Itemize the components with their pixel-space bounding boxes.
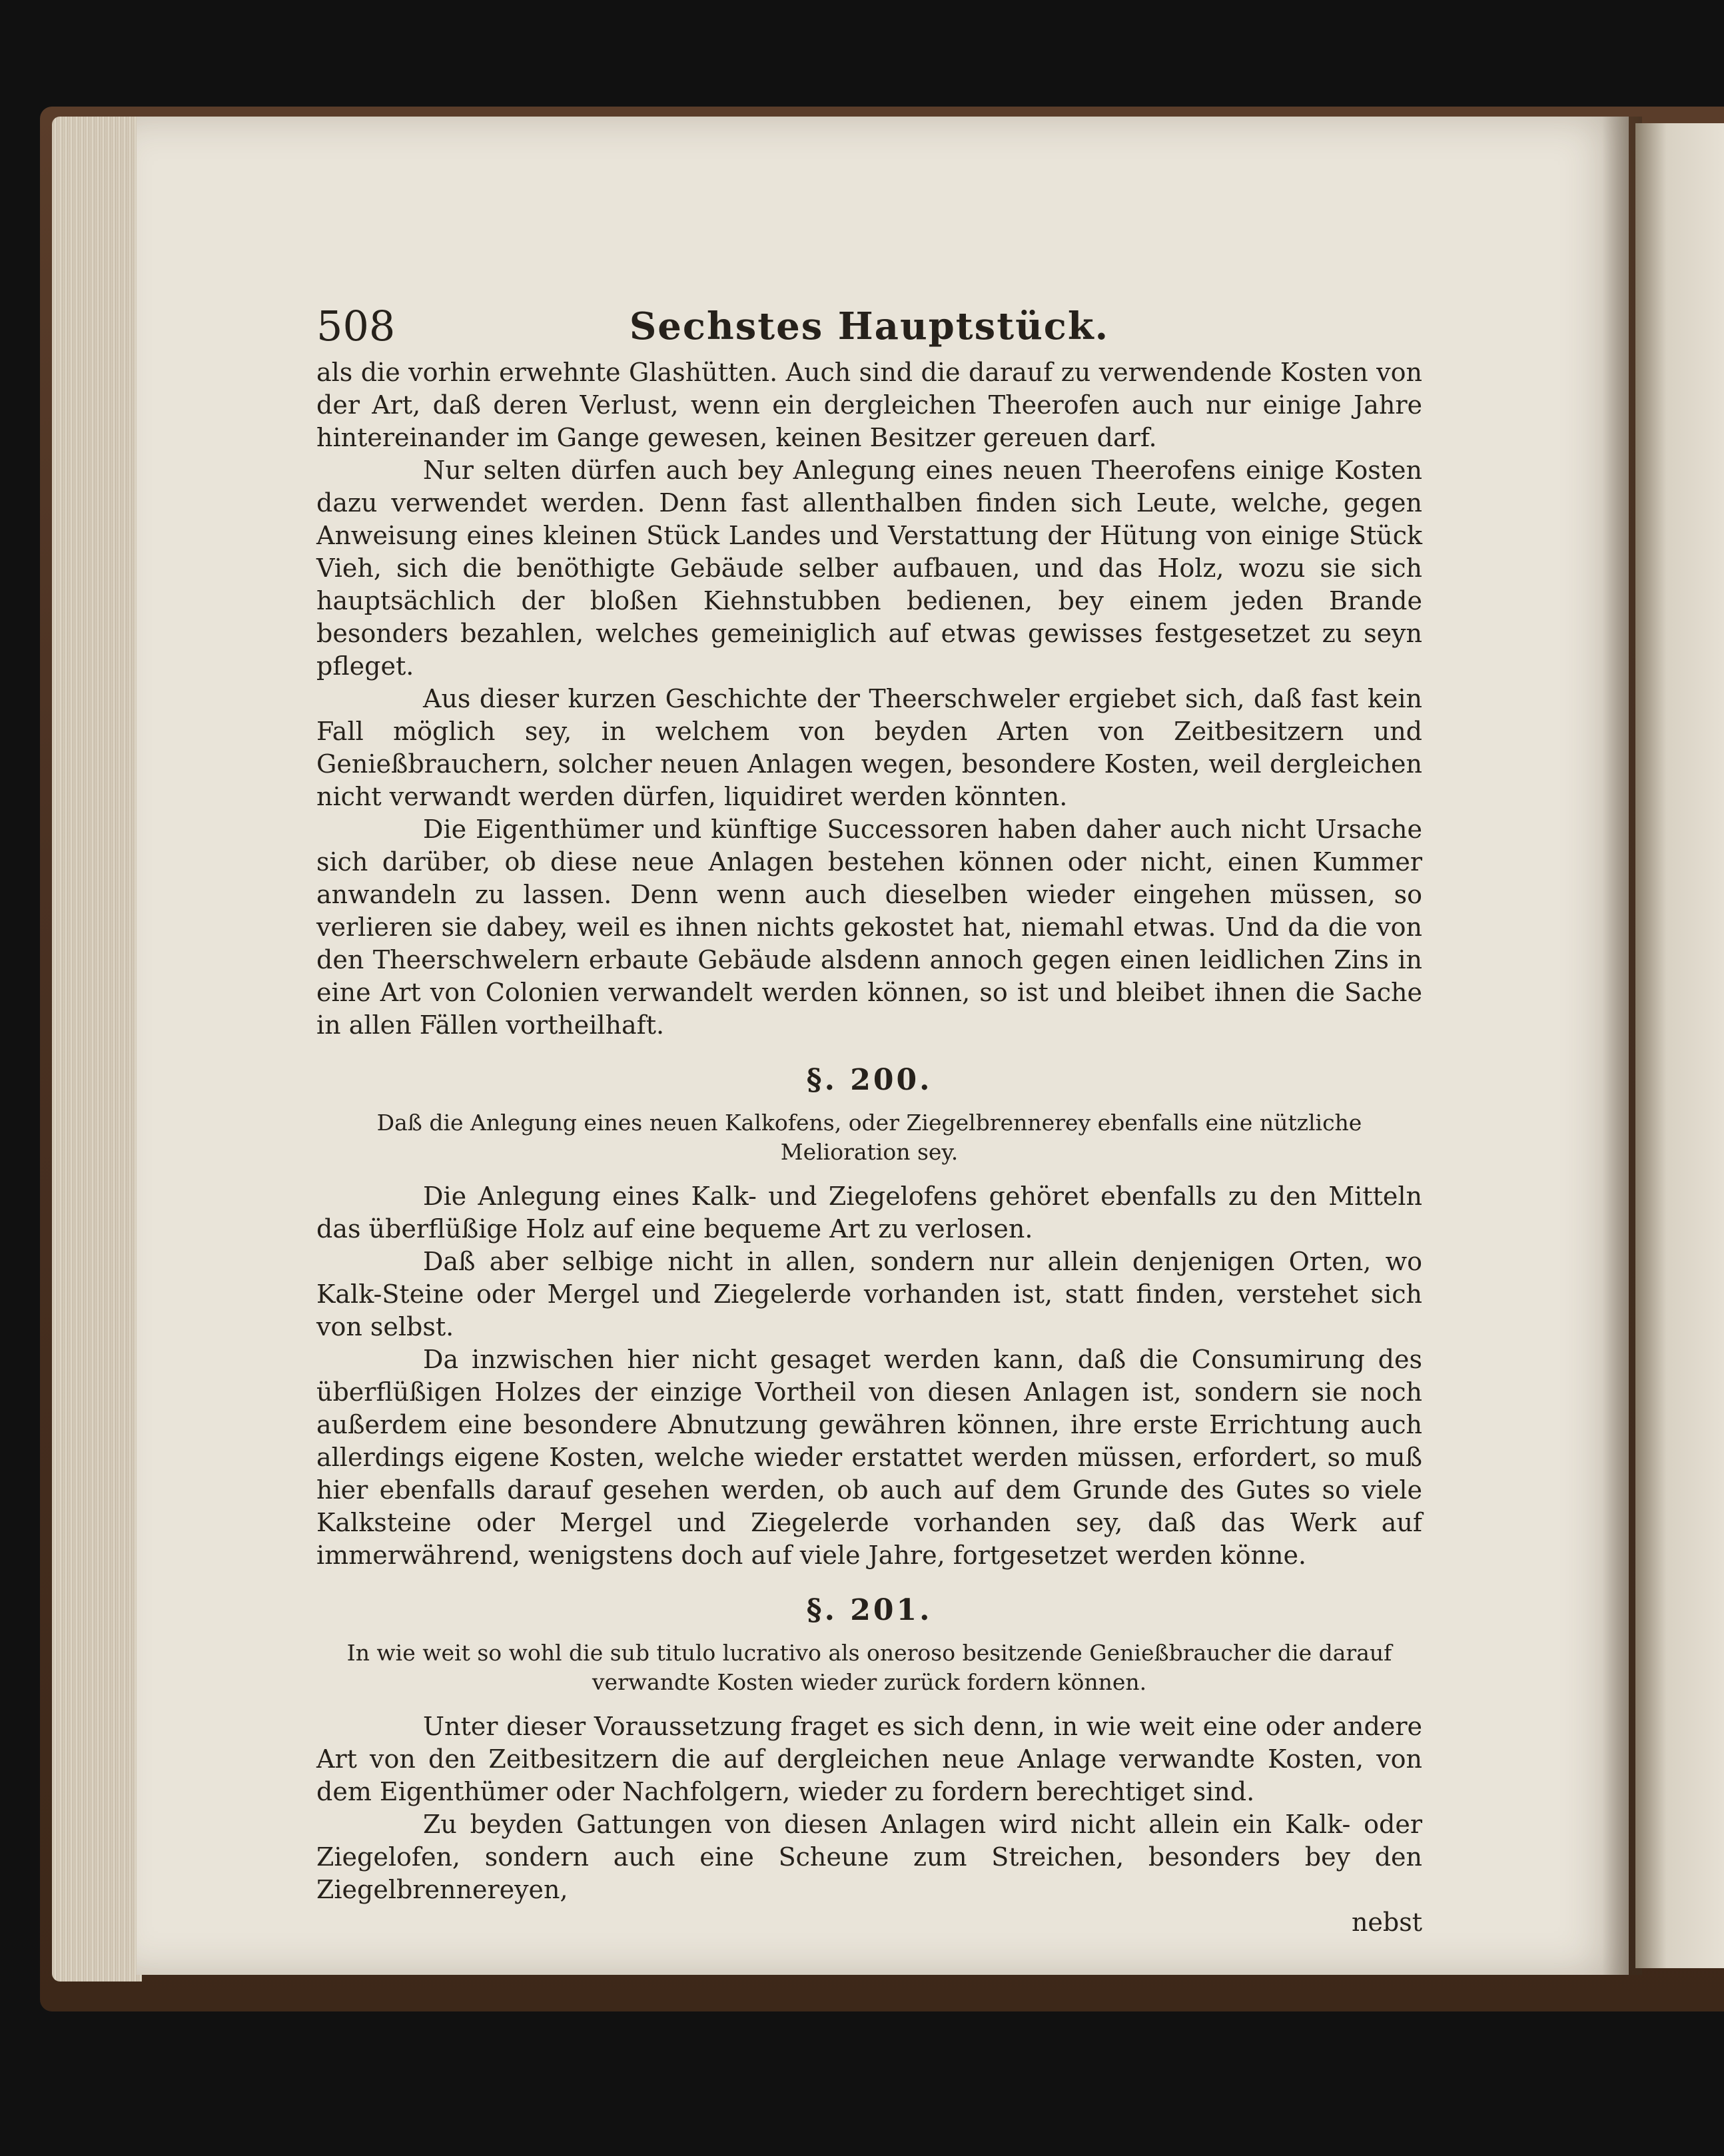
section-mark-201: §. 201.	[806, 1593, 933, 1627]
paragraph: Zu beyden Gattungen von diesen Anlagen wird nicht allein ein Kalk- oder Ziegelofen, sondern auch eine Scheune zum Streichen, besonders bey den Ziegelbrennereyen,	[316, 1810, 1422, 1904]
paragraph: Die Anlegung eines Kalk- und Ziegelofens gehöret ebenfalls zu den Mitteln das überflüßige Holz auf eine bequeme Art zu verlosen.	[316, 1182, 1422, 1244]
paragraph: Unter dieser Voraussetzung fraget es sich denn, in wie weit eine oder andere Art von den Zeitbesitzern die auf dergleichen neue Anlage verwandte Kosten, von dem Eigenthümer oder Nachfolgern, wieder zu fordern berechtiget sind.	[316, 1712, 1422, 1806]
catchword: nebst	[1351, 1908, 1422, 1937]
page-number: 508	[316, 302, 396, 350]
paragraph: Die Eigenthümer und künftige Successoren haben daher auch nicht Ursache sich darüber, ob diese neue Anlagen bestehen können oder nicht, einen Kummer anwandeln zu lassen. Denn wenn auch dieselben wieder eingehen müssen, so verlieren sie dabey, weil es ihnen nichts gekostet hat, niemahl etwas. Und da die von den Theerschwelern erbaute Gebäude alsdenn annoch gegen einen leidlichen Zins in eine Art von Colonien verwandelt werden können, so ist und bleibet ihnen die Sache in allen Fällen vortheilhaft.	[316, 815, 1422, 1040]
paragraph: Aus dieser kurzen Geschichte der Theerschweler ergiebet sich, daß fast kein Fall möglich sey, in welchem von beyden Arten von Zeitbesitzern und Genießbrauchern, solcher neuen Anlagen wegen, besondere Kosten, weil dergleichen nicht verwandt werden dürfen, liquidiret werden könnten.	[316, 684, 1422, 811]
page-header	[316, 296, 1422, 356]
page-edges	[52, 117, 142, 1981]
paragraph: Nur selten dürfen auch bey Anlegung eines neuen Theerofens einige Kosten dazu verwendet werden. Denn fast allenthalben finden sich Leute, welche, gegen Anweisung eines kleinen Stück Landes und Verstattung der Hütung von einige Stück Vieh, sich die benöthigte Gebäude selber aufbauen, und das Holz, wozu sie sich hauptsächlich der bloßen Kiehnstubben bedienen, bey einem jeden Brande besonders bezahlen, welches gemeiniglich auf etwas gewisses festgesetzet zu seyn pfleget.	[316, 456, 1422, 681]
page-text	[316, 296, 1422, 1939]
section-title-201: In wie weit so wohl die sub titulo lucrativo als oneroso besitzende Genießbraucher die darauf verwandte Kosten wieder zurück fordern können.	[346, 1640, 1392, 1695]
running-title: Sechstes Hauptstück.	[629, 304, 1110, 348]
section-title-200: Daß die Anlegung eines neuen Kalkofens, oder Ziegelbrennerey ebenfalls eine nützliche Melioration sey.	[376, 1110, 1362, 1165]
paragraph: Daß aber selbige nicht in allen, sondern nur allein denjenigen Orten, wo Kalk-Steine oder Mergel und Ziegelerde vorhanden ist, statt finden, verstehet sich von selbst.	[316, 1247, 1422, 1341]
paragraph: Da inzwischen hier nicht gesaget werden kann, daß die Consumirung des überflüßigen Holzes der einzige Vortheil von diesen Anlagen ist, sondern sie noch außerdem eine besondere Abnutzung gewähren können, ihre erste Errichtung auch allerdings eigene Kosten, welche wieder erstattet werden müssen, erfordert, so muß hier ebenfalls darauf gesehen werden, ob auch auf dem Grunde des Gutes so viele Kalksteine oder Mergel und Ziegelerde vorhanden sey, daß das Werk auf immerwährend, wenigstens doch auf viele Jahre, fortgesetzet werden könne.	[316, 1345, 1422, 1570]
facing-page	[1635, 123, 1724, 1968]
paragraph: als die vorhin erwehnte Glashütten. Auch sind die darauf zu verwendende Kosten von der Art, daß deren Verlust, wenn ein dergleichen Theerofen auch nur einige Jahre hintereinander im Gange gewesen, keinen Besitzer gereuen darf.	[316, 358, 1422, 452]
section-mark-200: §. 200.	[806, 1063, 933, 1097]
